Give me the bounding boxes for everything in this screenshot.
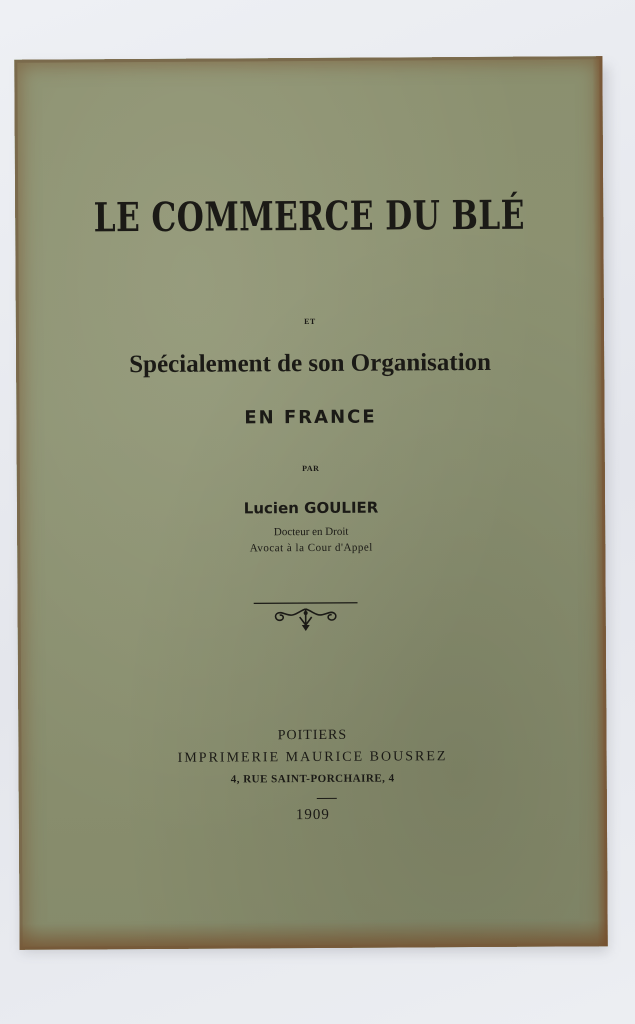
- printer-address: 4, RUE SAINT-PORCHAIRE, 4: [230, 772, 395, 786]
- title-conjunction: ET: [304, 316, 316, 327]
- cover-edge-bottom: [20, 920, 608, 950]
- book-cover: [14, 56, 607, 950]
- book-title: LE COMMERCE DU BLÉ: [93, 191, 525, 242]
- author-degree: Docteur en Droit: [273, 525, 349, 539]
- publication-city: POITIERS: [277, 727, 348, 744]
- separator-dash: [317, 798, 337, 799]
- book-subtitle: Spécialement de son Organisation: [129, 348, 492, 379]
- fleuron-ornament-icon: [254, 601, 358, 648]
- author-position: Avocat à la Cour d'Appel: [249, 541, 373, 555]
- publication-year: 1909: [295, 806, 330, 824]
- author-name: Lucien GOULIER: [243, 498, 379, 518]
- printer-name: IMPRIMERIE MAURICE BOUSREZ: [177, 749, 448, 766]
- book-region: EN FRANCE: [244, 406, 377, 429]
- by-label: PAR: [302, 463, 320, 474]
